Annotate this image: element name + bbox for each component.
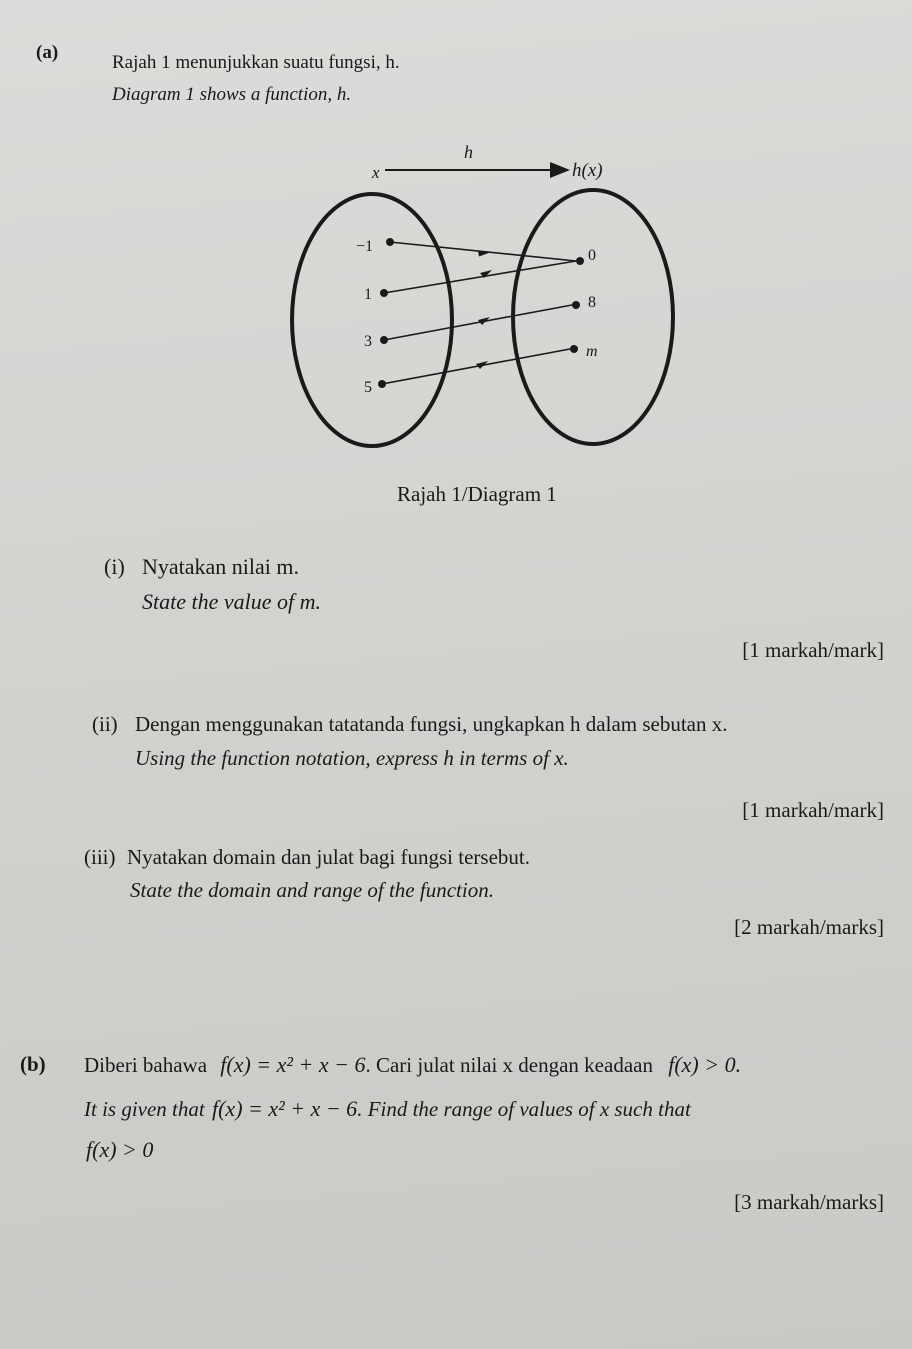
- q-iii-text-en: State the domain and range of the function.: [130, 878, 494, 902]
- part-b-text-en-2: . Find the range of values of x such that: [357, 1097, 691, 1121]
- mapping-line: [384, 305, 572, 340]
- mapping-line: [390, 242, 576, 261]
- q-iii-label: (iii): [84, 845, 116, 869]
- codomain-point: [570, 345, 578, 353]
- diagram-caption: Rajah 1/Diagram 1: [397, 482, 557, 506]
- codomain-value: m: [586, 343, 598, 360]
- condition-en: f(x) > 0: [86, 1137, 154, 1162]
- codomain-point: [576, 257, 584, 265]
- part-b-line-en: [84, 1096, 894, 1122]
- q-ii-text-ms: Dengan menggunakan tatatanda fungsi, ungkapkan h dalam sebutan x.: [135, 712, 728, 736]
- part-b-text-ms-2: . Cari julat nilai x dengan keadaan: [365, 1053, 653, 1077]
- q-iii-marks: [2 markah/marks]: [734, 915, 884, 939]
- condition-ms: f(x) > 0.: [668, 1052, 742, 1077]
- part-b-line-ms: [84, 1052, 894, 1078]
- arrow-label-h: h: [464, 142, 473, 162]
- q-iii-text-ms: Nyatakan domain dan julat bagi fungsi tersebut.: [127, 845, 530, 869]
- part-a-intro-en: Diagram 1 shows a function, h.: [112, 84, 352, 105]
- part-b-label: (b): [20, 1052, 46, 1076]
- q-i-text-en: State the value of m.: [142, 589, 322, 614]
- q-ii-text-en: Using the function notation, express h in terms of x.: [135, 746, 569, 770]
- part-a-intro-ms: Rajah 1 menunjukkan suatu fungsi, h.: [112, 52, 400, 73]
- q-ii-marks: [1 markah/mark]: [742, 798, 884, 822]
- codomain-value: 8: [588, 294, 596, 311]
- domain-value: 5: [364, 379, 372, 396]
- function-arrow-diagram: [0, 130, 912, 460]
- domain-value: 1: [364, 286, 372, 303]
- q-ii-label: (ii): [92, 712, 118, 736]
- codomain-set-label: h(x): [572, 160, 603, 181]
- domain-value: −1: [356, 238, 374, 255]
- part-b-text-en-1: It is given that: [84, 1097, 205, 1121]
- domain-value: 3: [364, 333, 372, 350]
- q-i-text-ms: Nyatakan nilai m.: [142, 554, 300, 579]
- part-a-label: (a): [36, 42, 59, 63]
- domain-set-label: x: [372, 163, 380, 182]
- part-b-marks: [3 markah/marks]: [734, 1190, 884, 1214]
- codomain-ellipse: [513, 190, 673, 444]
- domain-ellipse: [292, 194, 452, 446]
- part-b-text-ms-1: Diberi bahawa: [84, 1053, 208, 1077]
- function-expression: f(x) = x² + x − 6: [220, 1052, 366, 1077]
- mapping-line: [384, 261, 576, 293]
- q-i-marks: [1 markah/mark]: [742, 638, 884, 662]
- function-expression-en: f(x) = x² + x − 6: [211, 1096, 358, 1121]
- codomain-point: [572, 301, 580, 309]
- codomain-value: 0: [588, 247, 596, 264]
- q-i-label: (i): [104, 554, 125, 579]
- mapping-line: [382, 349, 570, 384]
